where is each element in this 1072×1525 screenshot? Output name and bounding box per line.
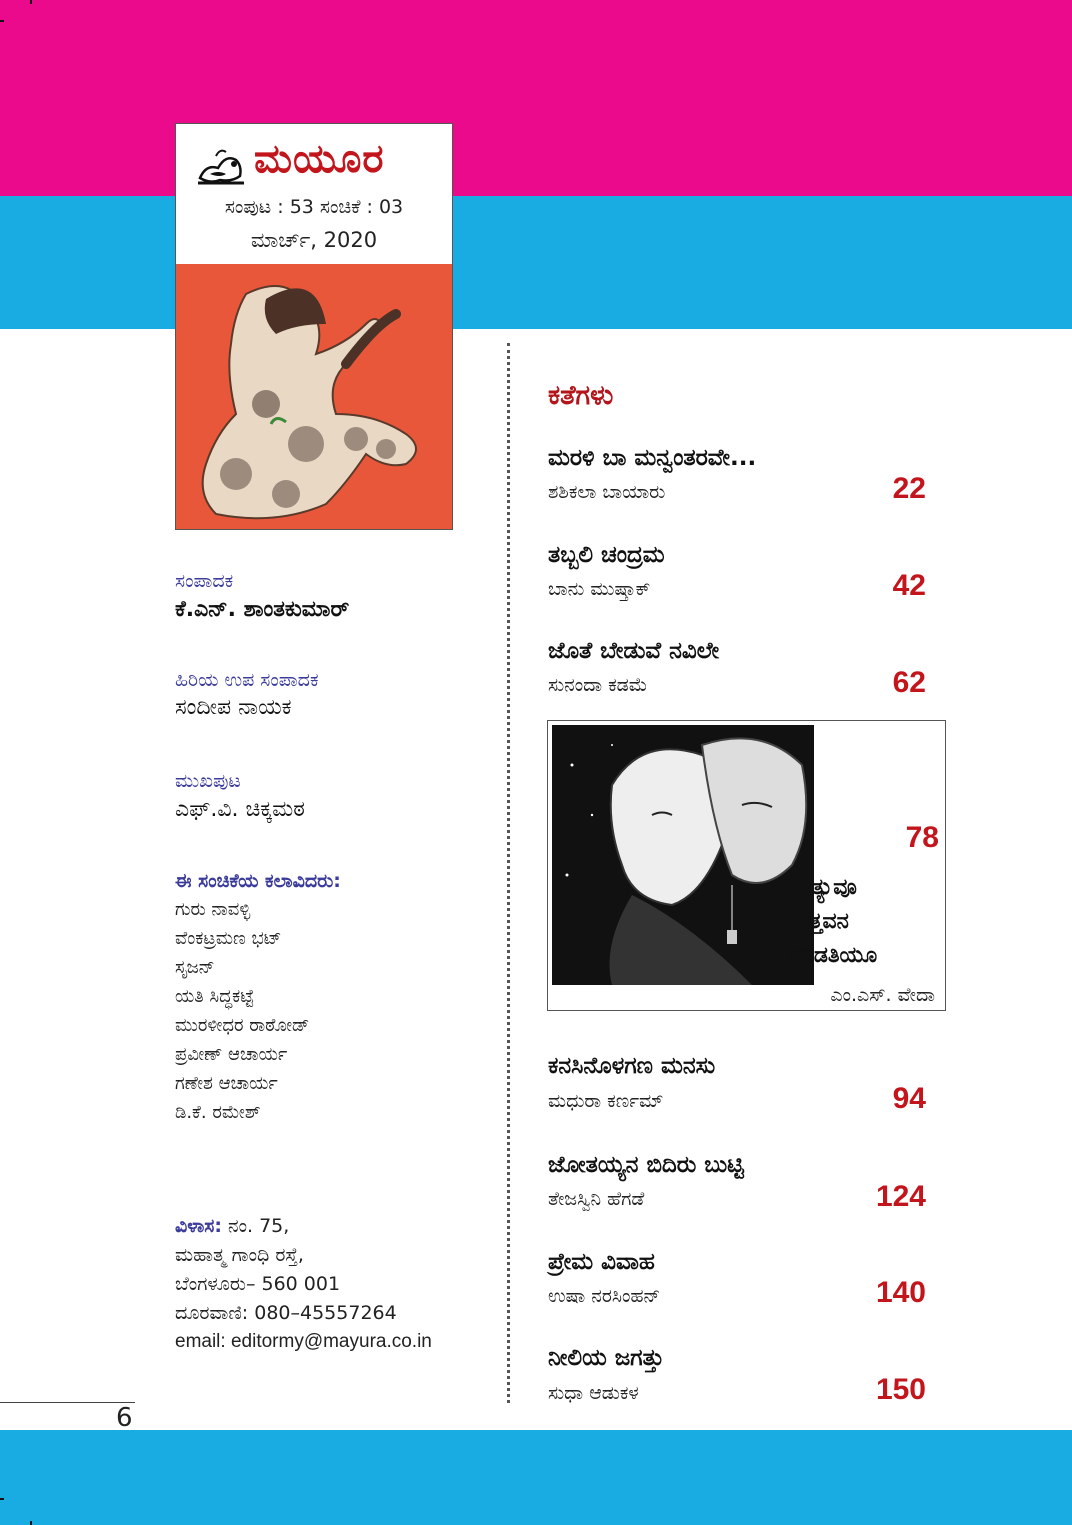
crop-mark — [30, 0, 32, 4]
story-page-number[interactable]: 150 — [875, 1373, 926, 1406]
story-title[interactable]: ಕನಸಿನೊಳಗಣ ಮನಸು — [548, 1053, 716, 1079]
artist-name: ಯತಿ ಸಿದ್ಧಕಟ್ಟೆ — [175, 986, 255, 1007]
artist-name: ಸೃಜನ್ — [175, 957, 215, 978]
story-title[interactable]: ತಬ್ಬಲಿ ಚಂದ್ರಮ — [548, 542, 665, 568]
editor-label: ಸಂಪಾದಕ — [175, 570, 234, 592]
story-title[interactable]: ನೀಲಿಯ ಜಗತ್ತು — [548, 1345, 665, 1371]
editor-name: ಕೆ.ಎನ್. ಶಾಂತಕುಮಾರ್ — [175, 597, 350, 622]
address-number: ನಂ. 75, — [228, 1215, 290, 1237]
crop-mark — [0, 20, 4, 22]
magazine-title: ಮಯೂರ — [254, 136, 385, 182]
section-heading: ಕತೆಗಳು — [548, 380, 614, 411]
top-pink-band — [0, 0, 1072, 196]
story-author: ಬಾನು ಮುಷ್ತಾಕ್ — [548, 578, 651, 600]
story-author: ಶಶಿಕಲಾ ಬಾಯಾರು — [548, 481, 666, 503]
logo — [176, 134, 452, 194]
story-title[interactable]: ಜೊತೆ ಬೇಡುವೆ ನವಿಲೇ — [548, 638, 720, 664]
cover-artist-name: ಎಫ್.ವಿ. ಚಿಕ್ಕಮಠ — [175, 797, 305, 822]
address-label: ವಿಳಾಸ: — [175, 1215, 222, 1237]
feature-page-number[interactable]: 78 — [905, 821, 939, 854]
story-author: ಸುನಂದಾ ಕಡಮೆ — [548, 674, 648, 696]
issue-date: ಮಾರ್ಚ್, 2020 — [250, 228, 378, 252]
column-divider — [507, 343, 510, 1403]
feature-title-line: ಮೃತ್ಯುವೂ — [788, 875, 857, 900]
senior-editor-name: ಸಂದೀಪ ನಾಯಕ — [175, 695, 292, 720]
story-author: ಉಷಾ ನರಸಿಂಹನ್ — [548, 1285, 661, 1307]
cover-painting — [176, 264, 452, 529]
crop-mark — [0, 1498, 4, 1500]
story-page-number[interactable]: 62 — [892, 666, 926, 699]
story-page-number[interactable]: 22 — [892, 472, 926, 505]
address-line-2: ಮಹಾತ್ಮ ಗಾಂಧಿ ರಸ್ತೆ, — [175, 1244, 304, 1266]
artist-name: ಡಿ.ಕೆ. ರಮೇಶ್ — [175, 1102, 261, 1123]
story-author: ಮಧುರಾ ಕರ್ಣಮ್ — [548, 1090, 664, 1112]
email-address: email: editormy@mayura.co.in — [175, 1331, 432, 1352]
masthead — [175, 123, 453, 530]
crop-mark — [30, 1521, 32, 1525]
feature-title-line: ಹೆಂಡತಿಯೂ — [788, 943, 878, 968]
top-blue-band — [0, 196, 1072, 329]
story-page-number[interactable]: 42 — [892, 569, 926, 602]
story-title[interactable]: ಜೋತಯ್ಯನ ಬಿದಿರು ಬುಟ್ಟಿ — [548, 1152, 744, 1178]
story-author: ಸುಧಾ ಆಡುಕಳ — [548, 1382, 639, 1404]
cover-label: ಮುಖಪುಟ — [175, 770, 241, 792]
feature-story-box[interactable] — [547, 720, 946, 1011]
feature-illustration — [552, 725, 814, 985]
story-page-number[interactable]: 124 — [875, 1180, 926, 1213]
artist-name: ವೆಂಕಟ್ರಮಣ ಭಟ್ — [175, 928, 282, 949]
story-title[interactable]: ಪ್ರೇಮ ವಿವಾಹ — [548, 1249, 655, 1275]
feature-author: ಎಂ.ಎಸ್. ವೇದಾ — [830, 984, 935, 1006]
artist-name: ಗುರು ನಾವಳ್ಳಿ — [175, 899, 251, 920]
feature-title-line: ಮತ್ತವನ — [788, 909, 849, 934]
artist-name: ಪ್ರವೀಣ್ ಆಚಾರ್ಯ — [175, 1044, 288, 1065]
page-number: 6 — [116, 1403, 133, 1433]
peacock-logo-icon — [196, 144, 246, 186]
issue-number: ಸಂಪುಟ : 53 ಸಂಚಿಕೆ : 03 — [224, 196, 404, 218]
artists-label: ಈ ಸಂಚಿಕೆಯ ಕಲಾವಿದರು: — [175, 870, 341, 892]
senior-editor-label: ಹಿರಿಯ ಉಪ ಸಂಪಾದಕ — [175, 669, 319, 691]
story-title[interactable]: ಮರಳಿ ಬಾ ಮನ್ವಂತರವೇ... — [548, 445, 757, 471]
artist-name: ಮುರಳೀಧರ ರಾಠೋಡ್ — [175, 1015, 310, 1036]
address-line-1 — [175, 1215, 289, 1237]
phone-number: ದೂರವಾಣಿ: 080–45557264 — [175, 1302, 397, 1324]
feature-title — [788, 871, 877, 973]
story-page-number[interactable]: 140 — [875, 1276, 926, 1309]
story-author: ತೇಜಸ್ವಿನಿ ಹೆಗಡೆ — [548, 1188, 645, 1210]
address-line-3: ಬೆಂಗಳೂರು– 560 001 — [175, 1273, 341, 1295]
artist-name: ಗಣೇಶ ಆಚಾರ್ಯ — [175, 1073, 278, 1094]
story-page-number[interactable]: 94 — [892, 1082, 926, 1115]
page-rule — [0, 1402, 135, 1403]
bottom-blue-band — [0, 1430, 1072, 1525]
